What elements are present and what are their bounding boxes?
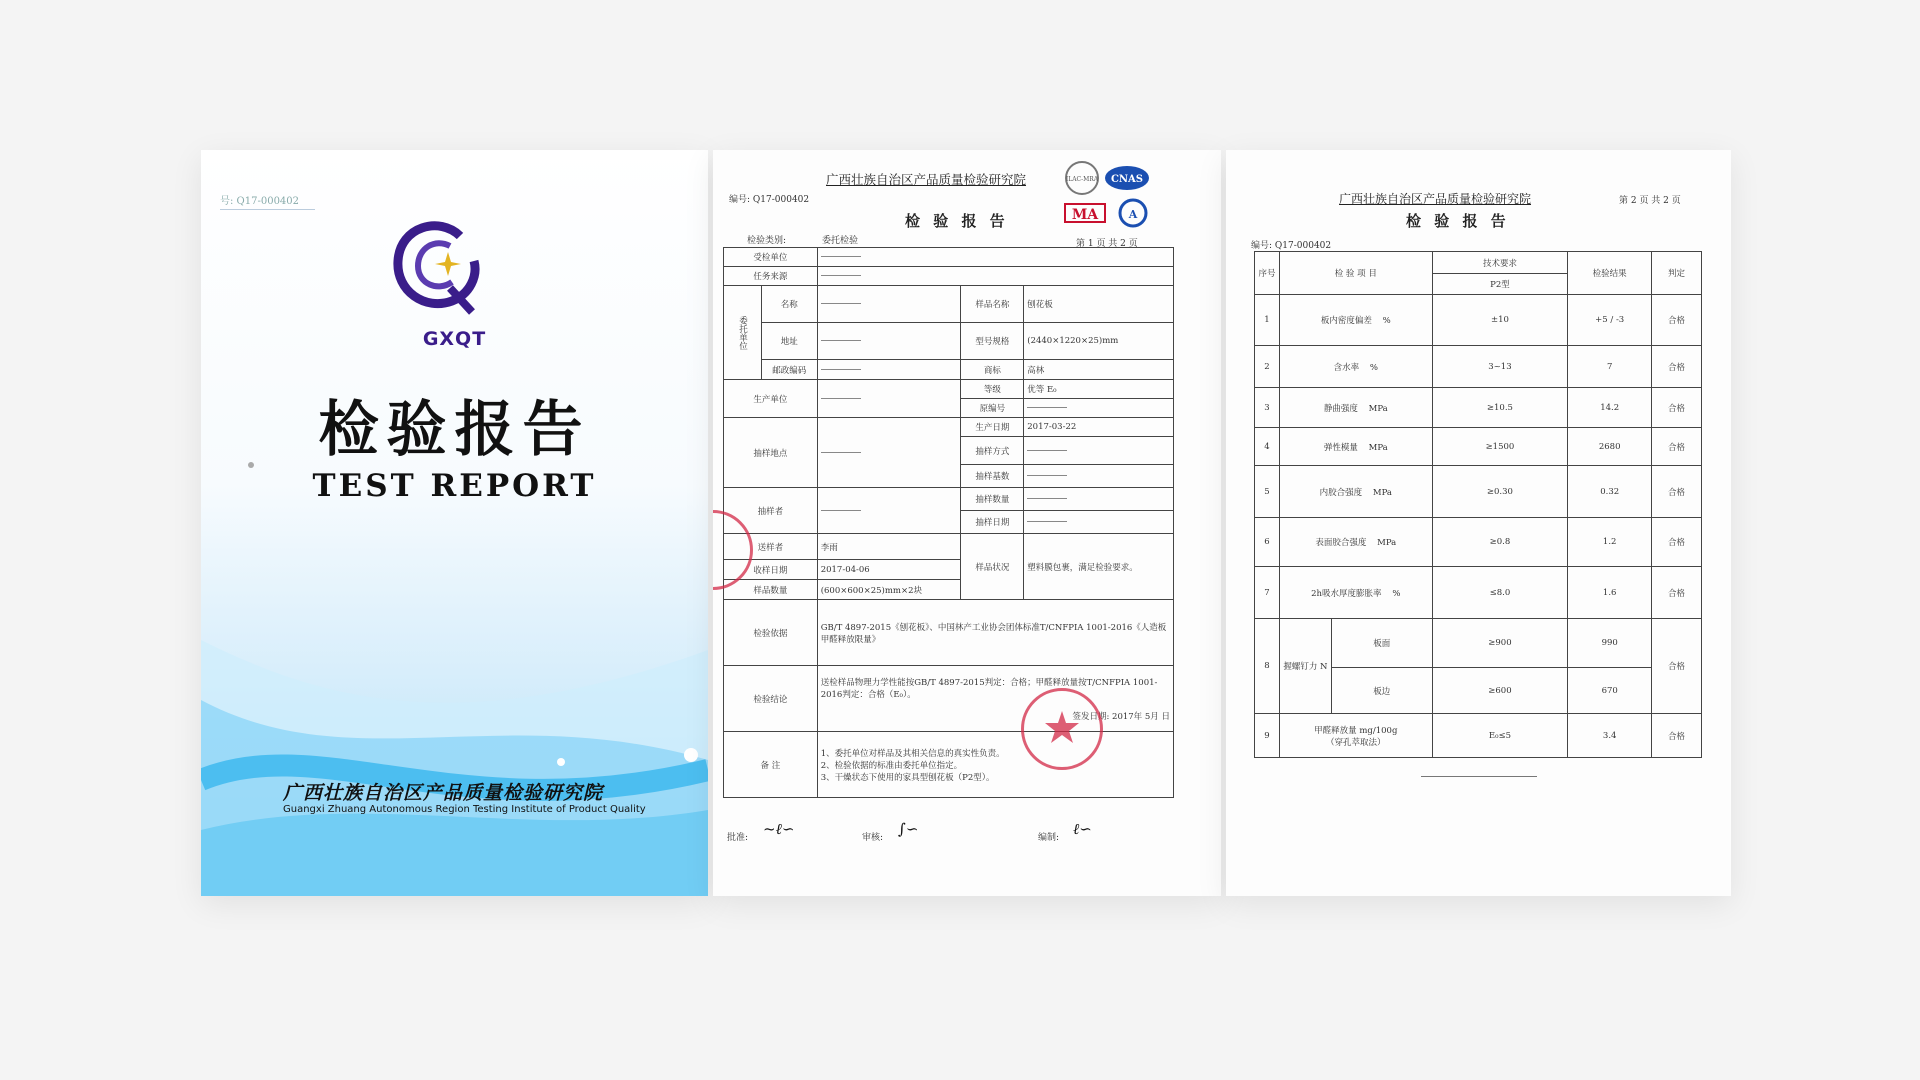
cover-wave-decoration [201, 580, 708, 896]
logo-text: GXQT [422, 328, 487, 350]
table-row: 2 含水率 % 3~13 7 合格 [1255, 346, 1702, 388]
svg-text:A: A [1128, 208, 1138, 221]
label-orig-no: 原编号 [961, 399, 1024, 418]
inspect-type-label: 检验类别: [747, 236, 787, 246]
cover-page [201, 150, 708, 896]
edit-signature: ℓ∽ [1073, 820, 1092, 838]
label-receive-date: 收样日期 [724, 560, 818, 580]
table-row: 3 静曲强度 MPa ≥10.5 14.2 合格 [1255, 388, 1702, 428]
label-sampling-place: 抽样地点 [724, 418, 818, 488]
label-sampling-method: 抽样方式 [961, 437, 1024, 465]
results-table [1254, 251, 1702, 758]
svg-text:ILAC-MRA: ILAC-MRA [1065, 176, 1099, 183]
table-row: 5 内胶合强度 MPa ≥0.30 0.32 合格 [1255, 466, 1702, 518]
table-row: 8 握螺钉力 N 板面 ≥900 990 合格 [1255, 619, 1702, 668]
value-sample-state: 塑料膜包裹，满足检验要求。 [1024, 534, 1174, 600]
review-label: 审核: [862, 833, 884, 843]
label-brand: 商标 [961, 360, 1024, 380]
value-model: (2440×1220×25)mm [1024, 323, 1174, 360]
label-grade: 等级 [961, 380, 1024, 399]
report-page-2 [1226, 150, 1731, 896]
label-name: 名称 [761, 286, 817, 323]
label-sender: 送样者 [724, 534, 818, 560]
gxqt-logo-icon [390, 216, 490, 326]
remark-line: 1、委托单位对样品及其相关信息的真实性负责。 [820, 748, 1005, 759]
label-sample-state: 样品状况 [961, 534, 1024, 600]
review-signature: ∫∽ [898, 820, 919, 838]
header-no: 序号 [1255, 252, 1280, 295]
label-remarks: 备 注 [724, 732, 818, 798]
label-prod-date: 生产日期 [961, 418, 1024, 437]
label-conclusion: 检验结论 [724, 666, 818, 732]
table-row: 9 甲醛释放量 mg/100g （穿孔萃取法） E₀≤5 3.4 合格 [1255, 714, 1702, 758]
page1-report-number: 编号: Q17-000402 [729, 195, 810, 205]
label-client-unit: 委托单位 [724, 286, 762, 380]
value-sender: 李雨 [817, 534, 961, 560]
label-entrusted-unit: 受检单位 [724, 248, 818, 267]
cover-title-en: TEST REPORT [312, 468, 597, 504]
header-item: 检 验 项 目 [1279, 252, 1432, 295]
table-row: 1 板内密度偏差 % ±10 +5 / -3 合格 [1255, 295, 1702, 346]
table-row: 7 2h吸水厚度膨胀率 % ≤8.0 1.6 合格 [1255, 567, 1702, 619]
cover-institute-en: Guangxi Zhuang Autonomous Region Testing Institute of Product Quality [283, 804, 646, 815]
svg-text:MA: MA [1071, 207, 1099, 223]
value-conclusion: 送检样品物理力学性能按GB/T 4897-2015判定：合格；甲醛释放量按T/CNFPIA 1001-2016判定：合格（E₀）。 [820, 677, 1158, 700]
cover-institute-cn: 广西壮族自治区产品质量检验研究院 [283, 782, 604, 804]
label-sample-name: 样品名称 [961, 286, 1024, 323]
header-result: 检验结果 [1568, 252, 1652, 295]
accreditation-badges-icon [1063, 158, 1183, 238]
remark-line: 3、干燥状态下使用的家具型刨花板（P2型）。 [820, 772, 995, 783]
value-sample-name: 刨花板 [1024, 286, 1174, 323]
label-address: 地址 [761, 323, 817, 360]
cover-title-cn: 检验报告 [318, 395, 591, 465]
cover-report-number: 号: Q17-000402 [220, 192, 315, 210]
value-sample-qty: (600×600×25)mm×2块 [817, 580, 961, 600]
label-basis: 检验依据 [724, 600, 818, 666]
official-stamp [1021, 688, 1103, 770]
page2-report-number: 编号: Q17-000402 [1251, 241, 1332, 251]
label-producer: 生产单位 [724, 380, 818, 418]
label-sampling-base: 抽样基数 [961, 465, 1024, 488]
label-postcode: 邮政编码 [761, 360, 817, 380]
label-sampling-count: 抽样数量 [961, 488, 1024, 511]
page2-institute: 广西壮族自治区产品质量检验研究院 [1339, 192, 1532, 206]
table-row: 4 弹性模量 MPa ≥1500 2680 合格 [1255, 428, 1702, 466]
page1-page-info: 第 1 页 共 2 页 [1076, 239, 1138, 249]
table-row: 6 表面胶合强度 MPa ≥0.8 1.2 合格 [1255, 518, 1702, 567]
page2-title: 检 验 报 告 [1406, 212, 1510, 230]
label-sampling-date: 抽样日期 [961, 511, 1024, 534]
end-divider [1421, 776, 1537, 777]
decor-dot [248, 462, 254, 468]
label-sampler: 抽样者 [724, 488, 818, 534]
header-req-type: P2型 [1432, 274, 1568, 295]
header-verdict: 判定 [1652, 252, 1702, 295]
edit-label: 编制: [1038, 833, 1060, 843]
page1-title: 检 验 报 告 [905, 212, 1009, 230]
value-basis: GB/T 4897-2015《刨花板》、中国林产工业协会团体标准T/CNFPIA 1001-2016《人造板甲醛释放限量》 [817, 600, 1173, 666]
approve-signature: ~ℓ∽ [763, 820, 795, 838]
value-grade: 优等 E₀ [1024, 380, 1174, 399]
label-task-source: 任务来源 [724, 267, 818, 286]
value-receive-date: 2017-04-06 [817, 560, 961, 580]
page1-institute: 广西壮族自治区产品质量检验研究院 [826, 172, 1027, 187]
label-sample-qty: 样品数量 [724, 580, 818, 600]
table-row: 板边 ≥600 670 [1255, 668, 1702, 714]
header-req: 技术要求 [1432, 252, 1568, 274]
approve-label: 批准: [727, 833, 749, 843]
page2-page-info: 第 2 页 共 2 页 [1619, 196, 1681, 206]
svg-text:CNAS: CNAS [1110, 174, 1144, 185]
value-brand: 高林 [1024, 360, 1174, 380]
value-prod-date: 2017-03-22 [1024, 418, 1174, 437]
remark-line: 2、检验依据的标准由委托单位指定。 [820, 760, 963, 771]
label-model: 型号规格 [961, 323, 1024, 360]
inspect-type-value: 委托检验 [822, 236, 859, 246]
report-page-1 [713, 150, 1221, 896]
value-issue-date: 签发日期: 2017年 5月 日 [1072, 711, 1170, 722]
page1-info-table [723, 247, 1174, 798]
